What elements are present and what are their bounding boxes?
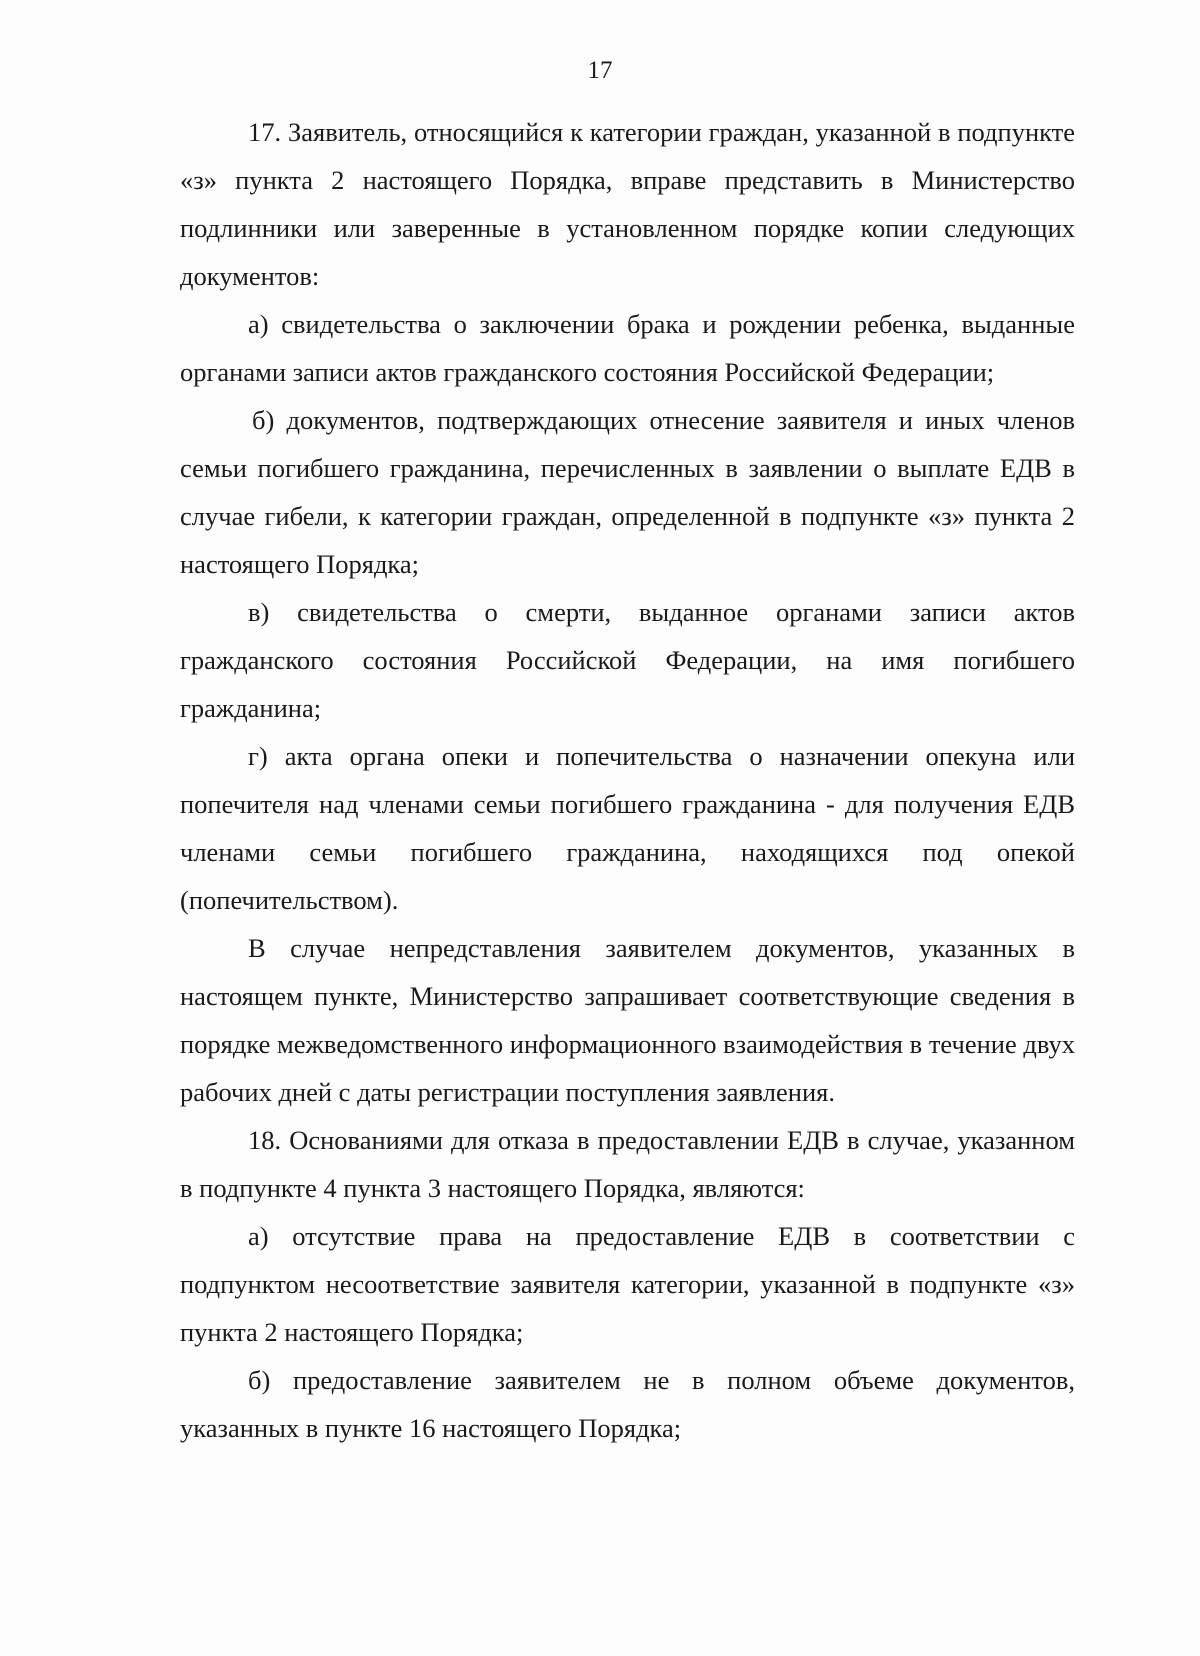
paragraph-17-a: а) свидетельства о заключении брака и рождении ребенка, выданные органами записи актов гражданского состояния Российской Федерации; xyxy=(180,309,1075,387)
paragraph-17-v: в) свидетельства о смерти, выданное органами записи актов гражданского состояния Российской Федерации, на имя погибшего гражданина; xyxy=(180,597,1075,723)
paragraph-17-b: б) документов, подтверждающих отнесение заявителя и иных членов семьи погибшего гражданина, перечисленных в заявлении о выплате ЕДВ в случае гибели, к категории граждан, определенной в подпункте «з» пункта 2 настоящего Порядка; xyxy=(180,405,1075,579)
page-number: 17 xyxy=(587,57,613,84)
paragraph-17-g: г) акта органа опеки и попечительства о назначении опекуна или попечителя над членами семьи погибшего гражданина - для получения ЕДВ членами семьи погибшего гражданина, находящихся под опекой (попечительством). xyxy=(180,741,1075,915)
paragraph-17-missing-docs: В случае непредставления заявителем документов, указанных в настоящем пункте, Министерство запрашивает соответствующие сведения в порядке межведомственного информационного взаимодействия в течение двух рабочих дней с даты регистрации поступления заявления. xyxy=(180,933,1075,1107)
paragraph-18-b: б) предоставление заявителем не в полном объеме документов, указанных в пункте 16 настоящего Порядка; xyxy=(180,1365,1075,1443)
document-body xyxy=(180,108,1075,1452)
paragraph-18-a: а) отсутствие права на предоставление ЕДВ в соответствии с подпунктом несоответствие заявителя категории, указанной в подпункте «з» пункта 2 настоящего Порядка; xyxy=(180,1221,1075,1347)
paragraph-18-intro: 18. Основаниями для отказа в предоставлении ЕДВ в случае, указанном в подпункте 4 пункта 3 настоящего Порядка, являются: xyxy=(180,1125,1075,1203)
paragraph-17-intro: 17. Заявитель, относящийся к категории граждан, указанной в подпункте «з» пункта 2 настоящего Порядка, вправе представить в Министерство подлинники или заверенные в установленном порядке копии следующих документов: xyxy=(180,117,1075,291)
